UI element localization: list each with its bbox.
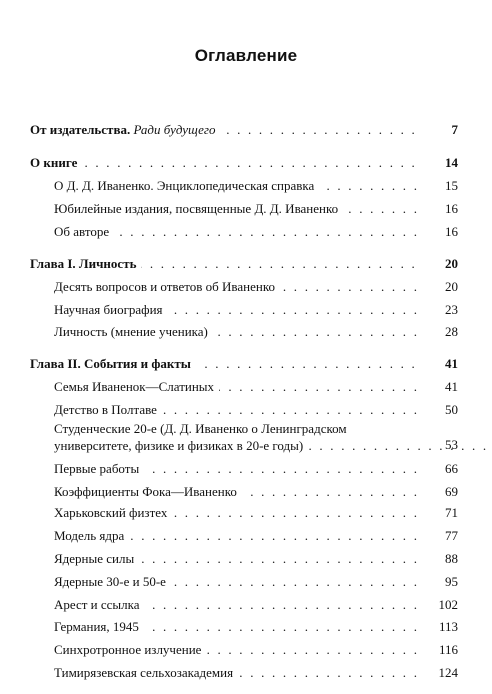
page-number: 102 <box>438 597 458 612</box>
page-number: 95 <box>445 574 458 589</box>
page-number: 113 <box>438 619 458 634</box>
toc-entry-coefficients[interactable]: Коэффициенты Фока—Иваненко . . . 69 <box>54 484 458 500</box>
page-number: 53 <box>445 437 458 452</box>
toc-entry-publisher[interactable]: От издательства. Ради будущего . . . 7 <box>30 122 458 138</box>
page-number: 16 <box>445 224 458 239</box>
page-number: 69 <box>445 484 458 499</box>
toc-entry-first-works[interactable]: Первые работы . . . 66 <box>54 461 458 477</box>
page-number: 88 <box>445 551 458 566</box>
page-number: 15 <box>445 178 458 193</box>
page-number: 50 <box>445 402 458 417</box>
toc-entry-jubilee[interactable]: Юбилейные издания, посвященные Д. Д. Иваненко . . . 16 <box>54 201 458 217</box>
page-title: Оглавление <box>194 46 298 65</box>
toc-entry-scientific-bio[interactable]: Научная биография . . . 23 <box>54 302 458 318</box>
page-number: 71 <box>445 505 458 520</box>
toc-entry-personality[interactable]: Личность (мнение ученика) . . . 28 <box>54 324 458 340</box>
page-number: 20 <box>445 256 458 271</box>
toc-entry-arrest[interactable]: Арест и ссылка . . . 102 <box>54 597 458 613</box>
page-number: 116 <box>438 642 458 657</box>
page-number: 23 <box>445 302 458 317</box>
toc-entry-chapter-2[interactable]: Глава II. События и факты . . . 41 <box>30 356 458 372</box>
page-number: 66 <box>445 461 458 476</box>
toc-entry-chapter-1[interactable]: Глава I. Личность . . . 20 <box>30 256 458 272</box>
page-number: 124 <box>438 665 458 680</box>
toc-entry-nuclear-forces[interactable]: Ядерные силы . . . 88 <box>54 551 458 567</box>
toc-entry-student-years[interactable]: Студенческие 20-е (Д. Д. Иваненко о Ленинградском университете, физике и физиках в 20-е годы) . . . 53 <box>54 420 458 454</box>
page-number: 28 <box>445 324 458 339</box>
toc-entry-encyclopedia[interactable]: О Д. Д. Иваненко. Энциклопедическая справка . . . 15 <box>54 178 458 194</box>
toc-entry-about-book[interactable]: О книге . . . 14 <box>30 155 458 171</box>
toc-entry-nucleus-model[interactable]: Модель ядра . . . 77 <box>54 528 458 544</box>
toc-entry-kharkov[interactable]: Харьковский физтех . . . 71 <box>54 505 458 521</box>
page-number: 41 <box>445 379 458 394</box>
page-number: 7 <box>451 122 458 137</box>
page-number: 14 <box>445 155 458 170</box>
toc-entry-nuclear-30-50[interactable]: Ядерные 30-е и 50-е . . . 95 <box>54 574 458 590</box>
page-number: 77 <box>445 528 458 543</box>
toc-entry-family[interactable]: Семья Иваненок—Слатиных . . . 41 <box>54 379 458 395</box>
toc-entry-ten-questions[interactable]: Десять вопросов и ответов об Иваненко . . . 20 <box>54 279 458 295</box>
toc-entry-germany[interactable]: Германия, 1945 . . . 113 <box>54 619 458 635</box>
toc-entry-synchrotron[interactable]: Синхротронное излучение . . . 116 <box>54 642 458 658</box>
toc-entry-timiryazev[interactable]: Тимирязевская сельхозакадемия . . . 124 <box>54 665 458 681</box>
page-number: 20 <box>445 279 458 294</box>
toc-entry-childhood[interactable]: Детство в Полтаве . . . 50 <box>54 402 458 418</box>
page-number: 16 <box>445 201 458 216</box>
page-number: 41 <box>445 356 458 371</box>
toc-entry-about-author[interactable]: Об авторе . . . 16 <box>54 224 458 240</box>
